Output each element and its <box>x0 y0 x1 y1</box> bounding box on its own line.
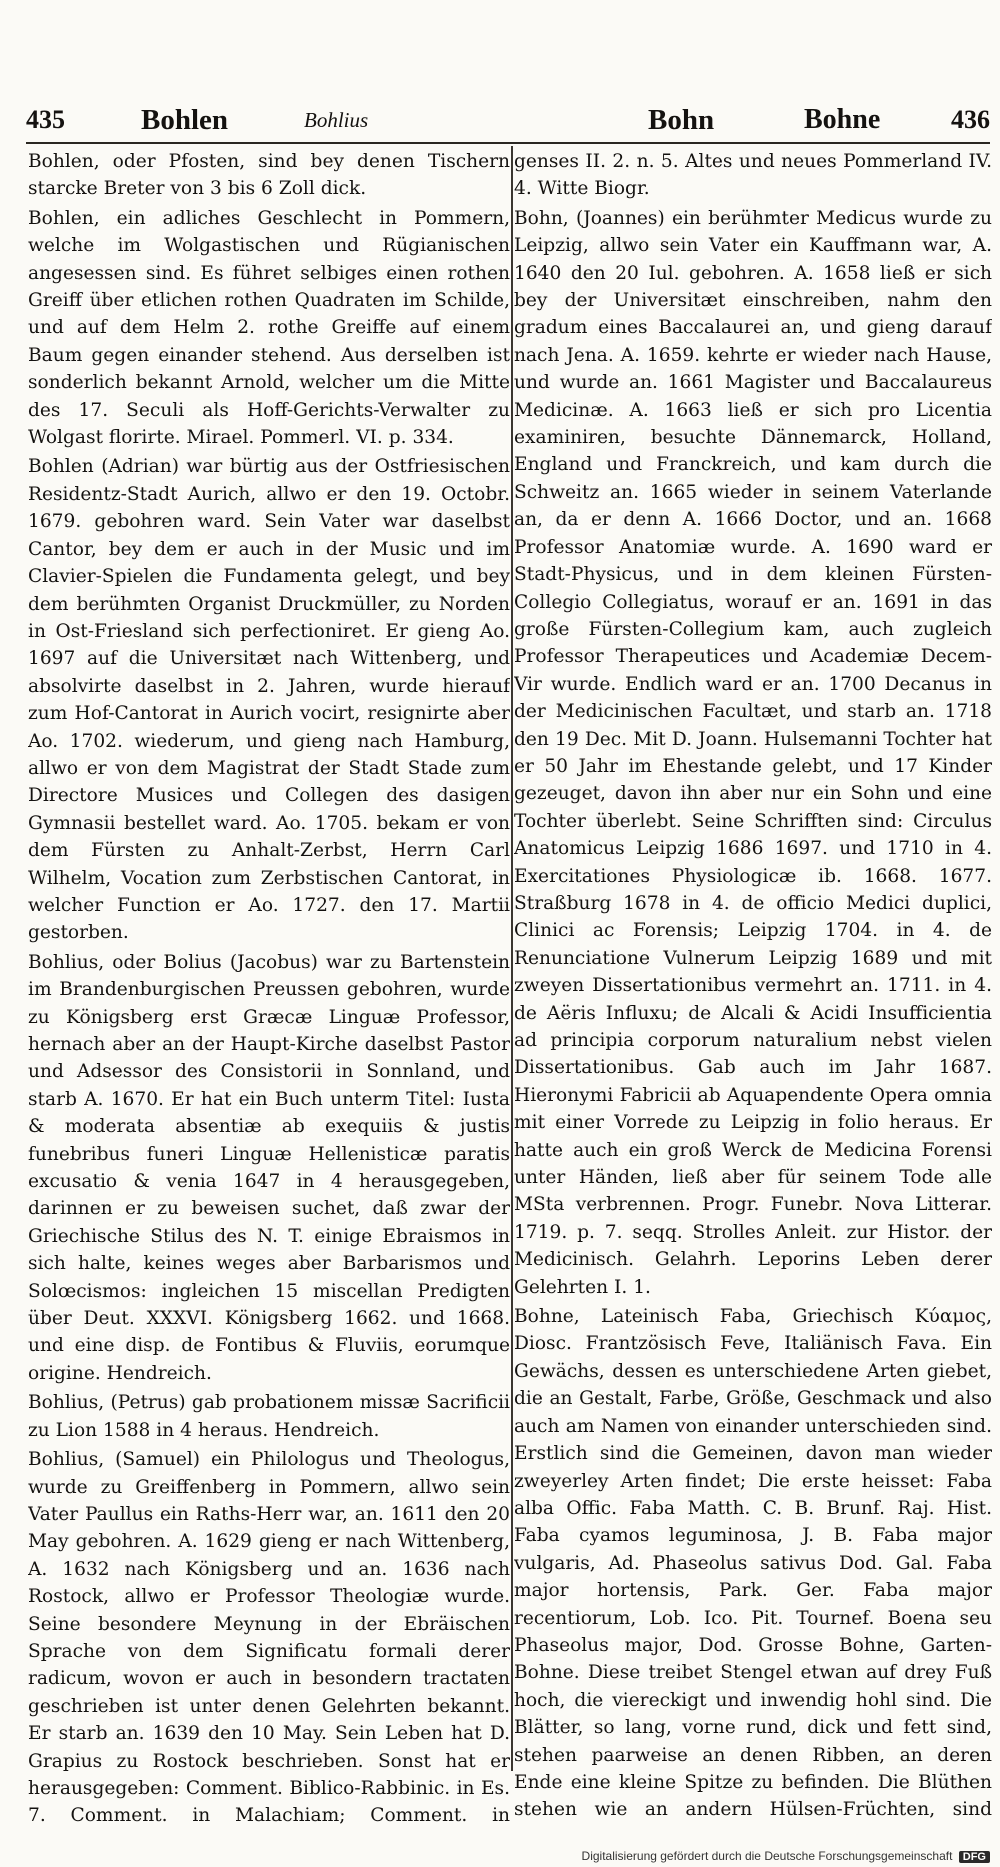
entry-bohlius-jacobus: Bohlius, oder Bolius (Jacobus) war zu Bartenstein im Brandenburgischen Preussen gebohren, wurde zu Königsberg erst Græcæ Linguæ Professor, hernach aber an der Haupt-Kirche daselbst Pastor und Adsessor des Consistorii in Sonnland, und starb A. 1670. Er hat ein Buch unterm Titel: Iusta & moderata absentiæ ab exequiis & justis funebribus funeri Linguæ Hellenisticæ paratis excusatio & venia 1647 in 4 herausgegeben, darinnen er zu beweisen suchet, daß zwar der Griechische Stilus des N. T. einige Ebraismos in sich halte, keines weges aber Barbarismos und Solœcismos: ingleichen 15 miscellan Predigten über Deut. XXXVI. Königsberg 1662. und 1668. und eine disp. de Fontibus & Fluviis, eorumque origine. Hendreich. <box>28 951 510 1384</box>
entry-bohlen-pfosten: Bohlen, oder Pfosten, sind bey denen Tischern starcke Breter von 3 bis 6 Zoll dick. <box>28 151 510 200</box>
entry-bohlen-geschlecht: Bohlen, ein adliches Geschlecht in Pommern, welche im Wolgastischen und Rügianischen angesessen sind. Es führet selbiges einen rothen Greiff über etlichen rothen Quadraten im Schilde, und auf dem Helm 2. rothe Greiffe auf einem Baum gegen einander stehend. Aus derselben ist sonderlich bekannt Arnold, welcher um die Mitte des 17. Seculi als Hoff-Gerichts-Verwalter zu Wolgast florirte. Mirael. Pommerl. VI. p. 334. <box>28 207 510 449</box>
entry-bohn-joannes: Bohn, (Joannes) ein berühmter Medicus wurde zu Leipzig, allwo sein Vater ein Kauffmann war, A. 1640 den 20 Iul. gebohren. A. 1658 ließ er sich bey der Universitæt einschreiben, nahm den gradum eines Baccalaurei an, und gieng darauf nach Jena. A. 1659. kehrte er wieder nach Hause, und wurde an. 1661 Magister und Baccalaureus Medicinæ. A. 1663 ließ er sich pro Licentia examiniren, besuchte Dännemarck, Holland, England und Franckreich, und kam durch die Schweitz an. 1665 wieder in seinem Vaterlande an, da er denn A. 1666 Doctor, und an. 1668 Professor Anatomiæ wurde. A. 1690 ward er Stadt-Physicus, und in dem kleinen Fürsten-Collegio Collegiatus, worauf er an. 1691 in das große Fürsten-Collegium kam, auch zugleich Professor Therapeutices und Academiæ Decem-Vir wurde. Endlich ward er an. 1700 Decanus in der Medicinischen Facultæt, und starb an. 1718 den 19 Dec. Mit D. Joann. Hulsemanni Tochter hat er 50 Jahr im Ehestande gelebt, und 17 Kinder gezeuget, davon ihn aber nur ein Sohn und eine Tochter überlebt. Seine Schrifften sind: Circulus Anatomicus Leipzig 1686 1697. und 1710 in 4. Exercitationes Physiologicæ ib. 1668. 1677. Straßburg 1678 in 4. de officio Medici duplici, Clinici ac Forensis; Leipzig 1704. in 4. de Renunciatione Vulnerum Leipzig 1689 und mit zweyen Dissertationibus vermehrt an. 1711. in 4. de Aëris Influxu; de Alcali & Acidi Insufficientia ad principia corporum naturalium nebst vielen Dissertationibus. Gab auch im Jahr 1687. Hieronymi Fabricii ab Aquapendente Opera omnia mit einer Vorrede zu Leipzig in folio heraus. Er hatte auch ein groß Werck de Medicina Forensi unter Händen, ließ aber für seinem Tode alle MSta verbrennen. Progr. Funebr. Nova Litterar. 1719. p. 7. seqq. Strolles Anleit. zur Histor. der Medicinisch. Gelahrh. Leporins Leben derer Gelehrten I. 1. <box>514 207 992 1298</box>
right-column <box>514 148 992 1827</box>
right-catchword-last: Bohne <box>804 104 881 135</box>
right-page-number: 436 <box>951 105 990 134</box>
dfg-logo: DFG <box>959 1851 990 1863</box>
header-rule <box>26 142 990 144</box>
left-catchword-last: Bohlius <box>304 108 369 132</box>
entry-bohlius-petrus: Bohlius, (Petrus) gab probationem missæ Sacrificii zu Lion 1588 in 4 heraus. Hendreich. <box>28 1392 510 1441</box>
entry-continuation: genses II. 2. n. 5. Altes und neues Pommerland IV. 4. Witte Biogr. <box>514 151 992 200</box>
entry-bohne: Bohne, Lateinisch Faba, Griechisch Κύαμος, Diosc. Frantzösisch Feve, Italiänisch Fava. Ein Gewächs, dessen es unterschiedene Arten giebet, die an Gestalt, Farbe, Größe, Geschmack und also auch am Namen von einander unterschieden sind. Erstlich sind die Gemeinen, davon man wieder zweyerley Arten findet; Die erste heisset: Faba alba Offic. Faba Matth. C. B. Brunf. Raj. Hist. Faba cyamos leguminosa, J. B. Faba major vulgaris, Ad. Phaseolus sativus Dod. Gal. Faba major hortensis, Park. Ger. Faba major recentiorum, Lob. Ico. Pit. Tournef. Boena seu Phaseolus major, Dod. Grosse Bohne, Garten-Bohne. Diese treibet Stengel etwan auf drey Fuß hoch, die viereckigt und inwendig hohl sind. Die Blätter, so lang, vorne rund, dick und fett sind, stehen paarweise an denen Ribben, an deren Ende eine kleine Spitze zu befinden. Die Blüthen stehen wie an andern Hülsen-Früchten, sind <box>514 1306 992 1821</box>
column-divider <box>511 146 513 1771</box>
footer-text: Digitalisierung gefördert durch die Deutsche Forschungsgemeinschaft <box>581 1849 953 1863</box>
entry-bohlius-samuel: Bohlius, (Samuel) ein Philologus und Theologus, wurde zu Greiffenberg in Pommern, allwo sein Vater Paullus ein Raths-Herr war, an. 1611 den 20 May gebohren. A. 1629 gieng er nach Wittenberg, A. 1632 nach Königsberg und an. 1636 nach Rostock, allwo er Professor Theologiæ wurde. Seine besondere Meynung in der Ebräischen Sprache von dem Significatu formali derer radicum, wovon er auch in besondern tractaten geschrieben ist unter denen Gelehrten bekannt. Er starb an. 1639 den 10 May. Sein Leben hat D. Grapius zu Rostock beschrieben. Sonst hat er herausgegeben: Comment. Biblico-Rabbinic. in Es. 7. Comment. in Malachiam; Comment. in <box>28 1449 510 1827</box>
right-catchword-first: Bohn <box>648 104 715 136</box>
digitization-footer <box>582 1849 990 1863</box>
running-header <box>26 100 990 140</box>
entry-bohlen-adrian: Bohlen (Adrian) war bürtig aus der Ostfriesischen Residentz-Stadt Aurich, allwo er den 19. Octobr. 1679. gebohren ward. Sein Vater war daselbst Cantor, bey dem er auch in der Music und im Clavier-Spielen die Fundamenta gelegt, und bey dem berühmten Organist Druckmüller, zu Norden in Ost-Friesland sich perfectioniret. Er gieng Ao. 1697 auf die Universitæt nach Wittenberg, und absolvirte daselbst in 2. Jahren, wurde hierauf zum Hof-Cantorat in Aurich vocirt, resignirte aber Ao. 1702. wiederum, und gieng nach Hamburg, allwo er von dem Magistrat der Stadt Stade zum Directore Musices und Collegen des dasigen Gymnasii bestellet ward. Ao. 1705. bekam er von dem Fürsten zu Anhalt-Zerbst, Herrn Carl Wilhelm, Vocation zum Zerbstischen Cantorat, in welcher Function er Ao. 1727. den 17. Martii gestorben. <box>28 456 510 944</box>
left-column <box>28 148 510 1827</box>
left-catchword-first: Bohlen <box>141 104 229 136</box>
left-page-number: 435 <box>26 105 65 134</box>
